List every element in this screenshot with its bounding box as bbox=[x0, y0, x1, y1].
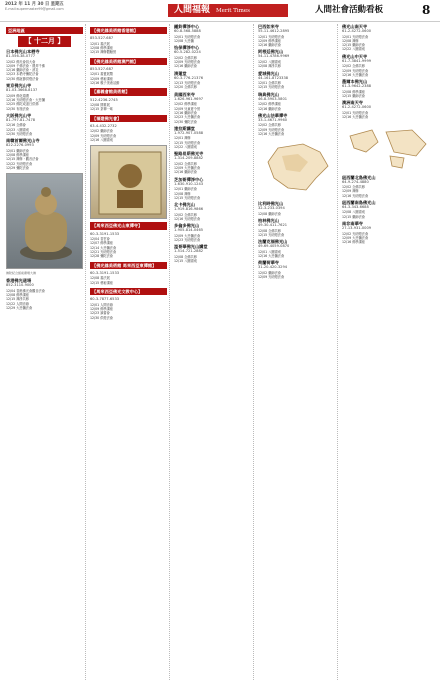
schedule-line: 12/30 布施法會 bbox=[6, 106, 29, 111]
schedule-line: 12/23 本栖寺彌陀法會 bbox=[6, 72, 39, 77]
list-item bbox=[174, 71, 251, 90]
phone-number: 64-9-274-4880 bbox=[342, 179, 369, 184]
schedule-line: 12/22 八關齋戒 bbox=[342, 47, 365, 52]
schedule-line: 12/14 大悲懺法會 bbox=[90, 245, 117, 250]
section-title: 人間社會活動看板 bbox=[315, 5, 384, 15]
phone-number: 44-161-8723338 bbox=[258, 75, 289, 80]
temple-name: 東京佛光山寺 bbox=[6, 83, 32, 89]
europe-map-icon bbox=[258, 138, 336, 198]
schedule-line: 12/16 佛學講座 bbox=[342, 240, 365, 245]
phone-number: 31-20-420-3294 bbox=[258, 265, 288, 270]
list-item bbox=[174, 177, 251, 200]
entries-list bbox=[6, 49, 83, 170]
temple-name: 聖路易斯佛光寺 bbox=[174, 151, 204, 157]
schedule-line: 12/08 禪修 bbox=[174, 191, 191, 196]
schedule-line: 12/09 光明燈法會 bbox=[258, 127, 285, 132]
temple-name: 佛光山南天寺 bbox=[342, 24, 368, 29]
phone-number: 853-527-687 bbox=[90, 36, 114, 41]
world-map-icon bbox=[342, 122, 434, 172]
phone-number: 1-314-209-8882 bbox=[174, 156, 204, 161]
schedule-line: 12/15 光明燈法會 bbox=[174, 140, 201, 145]
list-item bbox=[90, 288, 167, 320]
schedule-line: 12/16 大悲懺法會 bbox=[342, 115, 369, 120]
schedule-line: 12/22 八關齋戒 bbox=[174, 144, 197, 149]
schedule-line: 12/28 彌陀法會 bbox=[90, 254, 113, 259]
schedule-line: 12/02 念佛共修 bbox=[174, 212, 197, 217]
schedule-line: 12/02 藥師法會 bbox=[90, 129, 113, 134]
temple-name: 紐西蘭北島佛光山 bbox=[342, 174, 376, 180]
schedule-line: 12/15 光明燈法會 bbox=[258, 85, 285, 90]
schedule-line: 12/29 彌陀法會 bbox=[6, 166, 29, 171]
list-item bbox=[90, 222, 167, 258]
page-number: 8 bbox=[422, 3, 431, 17]
masthead-logo bbox=[168, 4, 288, 17]
temple-name: 大阪佛光山寺 bbox=[6, 112, 32, 118]
phone-number: 55-11-4612-2895 bbox=[258, 29, 290, 34]
block-label: 【佛光緣美術館澳門館】 bbox=[90, 58, 167, 65]
list-item bbox=[90, 88, 167, 111]
phone-number: 81-797-81-7478 bbox=[6, 117, 36, 122]
temple-name: 芝加哥禪淨中心 bbox=[174, 176, 204, 182]
column-4 bbox=[256, 24, 338, 680]
list-item bbox=[258, 201, 335, 216]
phone-number: 61-2-4272-0600 bbox=[342, 105, 372, 110]
temple-name: 多倫多佛光山 bbox=[174, 223, 200, 229]
phone-number: 60-3-776-21376 bbox=[174, 75, 204, 80]
schedule-line: 12/23 大悲懺法會 bbox=[174, 115, 201, 120]
schedule-line: 12/08 書法展 bbox=[90, 276, 110, 281]
schedule-line: 12/08 禪淨共修 bbox=[258, 64, 281, 69]
schedule-line: 12/09 大悲懺法會 bbox=[342, 235, 369, 240]
phone-number: 1-905-814-0465 bbox=[174, 228, 204, 233]
schedule-line: 12/16 八關齋戒 bbox=[90, 138, 113, 143]
temple-name: 紐西蘭南島佛光山 bbox=[342, 199, 376, 205]
schedule-line: 12/16 大悲懺法會 bbox=[258, 132, 285, 137]
entries-top bbox=[258, 24, 335, 136]
schedule-line: 12/15 藥師法會 bbox=[342, 214, 365, 219]
page-header bbox=[0, 0, 440, 22]
phone-number: 1-919-816-9866 bbox=[174, 207, 204, 212]
art-photo bbox=[90, 145, 167, 219]
schedule-line: 12/07 佛學講座 bbox=[90, 241, 113, 246]
schedule-line: 12/16 光明燈法會・大悲懺 bbox=[6, 97, 45, 102]
block-label: 【福建佛光會】 bbox=[90, 115, 167, 122]
entries-list-2 bbox=[6, 278, 83, 310]
schedule-line: 12/09 佛學講座 bbox=[258, 38, 281, 43]
schedule-line: 12/02 八關齋戒 bbox=[258, 59, 281, 64]
list-item bbox=[342, 200, 435, 219]
schedule-line: 12/04 香港佛光會觀音法會 bbox=[6, 288, 45, 293]
phone-number: 60-3-3191-1533 bbox=[90, 270, 120, 275]
temple-name: 荷蘭荷華寺 bbox=[258, 260, 279, 266]
schedule-line: 12/16 藥師法會 bbox=[174, 170, 197, 175]
month-banner: 【 十二月 】 bbox=[18, 36, 71, 47]
schedule-line: 12/01 禪修 bbox=[174, 136, 191, 141]
list-item bbox=[342, 175, 435, 198]
schedule-line: 12/16 光明燈法會 bbox=[342, 193, 369, 198]
temple-name: 日本佛光山本栖寺 bbox=[6, 49, 40, 54]
list-item bbox=[90, 262, 167, 285]
schedule-line: 12/30 光明燈法會 bbox=[6, 131, 33, 136]
phone-number: 33-1-4671-9960 bbox=[258, 117, 288, 122]
schedule-line: 12/16 念佛會 bbox=[6, 123, 26, 128]
temple-name: 佛光山中天寺 bbox=[342, 53, 368, 59]
block-label: 【馬來西亞佛光山東禪寺】 bbox=[90, 222, 167, 229]
schedule-line: 12/01 念佛共修 bbox=[258, 81, 281, 86]
block-label: 【佛光緣美術館香港館】 bbox=[90, 27, 167, 34]
temple-name: 澳洲南天寺 bbox=[342, 100, 363, 106]
schedule-line: 12/02 念佛共修 bbox=[342, 64, 365, 69]
schedule-line: 12/09 光明燈法會 bbox=[342, 68, 369, 73]
schedule-line: 12/15 禪修・觀音法會 bbox=[6, 157, 39, 162]
list-item bbox=[342, 100, 435, 119]
schedule-line: 12/16 大悲懺法會 bbox=[258, 254, 285, 259]
schedule-line: 12/02 念佛共修 bbox=[174, 55, 197, 60]
list-item bbox=[90, 115, 167, 143]
phone-number: 853-527-687 bbox=[90, 66, 114, 71]
schedule-line: 12/01 八關齋戒 bbox=[258, 249, 281, 254]
entries-bottom bbox=[342, 175, 435, 245]
block-label: 【佛光緣美術館 馬來西亞東禪館】 bbox=[90, 262, 167, 269]
column-3 bbox=[172, 24, 254, 680]
schedule-line: 12/16 藥師法會・消災 bbox=[6, 68, 39, 73]
list-item bbox=[6, 138, 83, 170]
logo-text: 人間福報 bbox=[174, 5, 211, 15]
temple-name: 墨爾本佛光山 bbox=[342, 79, 368, 85]
issue-date: 2012 年 11 月 30 日 星期五 bbox=[5, 2, 64, 7]
schedule-line: 12/01 光明燈法會 bbox=[342, 110, 369, 115]
schedule-line: 12/08 念佛共修 bbox=[174, 254, 197, 259]
schedule-line: 12/08 念佛共修 bbox=[258, 228, 281, 233]
phone-number: 60-5-282-0224 bbox=[174, 50, 201, 55]
temple-name: 鍾鈴禪淨中心 bbox=[174, 24, 200, 29]
schedule-line: 12/02 藥師法會 bbox=[258, 270, 281, 275]
list-item bbox=[174, 244, 251, 263]
schedule-line: 12/16 親子美術活動 bbox=[90, 81, 120, 86]
temple-name: 南非南華寺 bbox=[342, 221, 363, 227]
list-item bbox=[174, 92, 251, 124]
buddha-statue-icon bbox=[7, 174, 83, 269]
temple-name: 比利時佛光山 bbox=[258, 201, 284, 207]
entries-top bbox=[342, 24, 435, 120]
list-item bbox=[90, 58, 167, 86]
phone-number: 61-7-3841-9999 bbox=[342, 58, 372, 63]
phone-number: 49-30-411-7621 bbox=[258, 223, 288, 228]
blocks-top bbox=[90, 27, 167, 142]
schedule-line: 12/04 香雲會 bbox=[90, 237, 110, 242]
column-5 bbox=[340, 24, 437, 680]
schedule-line: 12/09 藝術講座 bbox=[90, 76, 113, 81]
schedule-line: 12/09 佛學講座 bbox=[90, 307, 113, 312]
schedule-line: 12/23 讀書會 bbox=[90, 311, 110, 316]
phone-number: 512-4236-2745 bbox=[90, 97, 118, 102]
temple-name: 南韓首爾佛光山寺 bbox=[6, 138, 40, 144]
schedule-line: 12/09 大悲懺法會 bbox=[174, 233, 201, 238]
list-item bbox=[342, 24, 435, 52]
phone-number: 60-3-7877-6533 bbox=[90, 297, 120, 302]
temple-name: 美國西來寺 bbox=[174, 91, 195, 97]
logo-english: Merit Times bbox=[216, 8, 250, 14]
temple-name: 法蘭克福佛光山 bbox=[258, 239, 288, 245]
schedule-line: 12/15 禪修體驗營 bbox=[90, 50, 117, 55]
phone-number: 60-8-568-5888 bbox=[174, 29, 201, 34]
block-label: 【嘉義會館美術館】 bbox=[90, 88, 167, 95]
schedule-line: 12/02 佛學講座 bbox=[174, 102, 197, 107]
schedule-line: 12/01 光明燈法會 bbox=[342, 34, 369, 39]
schedule-line: 12/13 光明燈法會 bbox=[174, 81, 201, 86]
phone-number: 54-11-4786-9969 bbox=[258, 54, 290, 59]
artwork-icon bbox=[91, 146, 167, 219]
temple-name: 巴西如來寺 bbox=[258, 24, 279, 29]
temple-name: 怡保禪淨中心 bbox=[174, 45, 200, 51]
schedule-line: 12/30 佛誕節供燈法會 bbox=[6, 76, 39, 81]
schedule-line: 12/01 藥師法會 bbox=[6, 148, 29, 153]
phone-number: 61-2-4272-0600 bbox=[342, 29, 372, 34]
schedule-line: 12/08 藥師法會 bbox=[258, 211, 281, 216]
list-item bbox=[258, 24, 335, 47]
list-item bbox=[174, 223, 251, 242]
schedule-line: 12/08 佛學講座 bbox=[6, 153, 29, 158]
phone-number: 27-13-931-0009 bbox=[342, 226, 372, 231]
temple-name: 清蓮堂 bbox=[174, 70, 187, 76]
column-1 bbox=[4, 24, 86, 680]
list-item bbox=[342, 79, 435, 98]
phone-number: 60-3-3191-1533 bbox=[90, 231, 120, 236]
phone-number: 852-3110-9000 bbox=[6, 283, 34, 288]
buddha-photo bbox=[6, 173, 83, 269]
photo-caption: 佛陀紀念館前廣場大佛 bbox=[6, 271, 37, 276]
schedule-line: 12/02 光明燈法會 bbox=[342, 231, 369, 236]
phone-number: 61-3-9642-2388 bbox=[342, 84, 372, 89]
schedule-line: 12/08 八關齋戒 bbox=[342, 210, 365, 215]
schedule-line: 12/09 千佛法會・禮拜千佛 bbox=[6, 63, 45, 68]
schedule-line: 12/23 光明燈法會 bbox=[174, 238, 201, 243]
schedule-line: 12/01 書畫展覽 bbox=[90, 72, 113, 77]
schedule-line: 12/15 禪淨共修 bbox=[6, 297, 29, 302]
temple-name: 佛光山法華禪寺 bbox=[258, 112, 288, 118]
temple-name: 瑞典佛光山 bbox=[258, 91, 279, 97]
schedule-line: 12/08 禪修 bbox=[342, 38, 359, 43]
schedule-line: 12/15 光明燈法會 bbox=[258, 232, 285, 237]
schedule-line: 12/15 藥師法會 bbox=[342, 43, 365, 48]
list-item bbox=[6, 49, 83, 81]
list-item bbox=[258, 239, 335, 258]
schedule-line: 12/02 念佛共修 bbox=[174, 161, 197, 166]
phone-number: 81-03-3668-8137 bbox=[6, 88, 38, 93]
schedule-line: 12/22 光明燈法會 bbox=[6, 161, 33, 166]
schedule-line: 12/01 藥師法會 bbox=[174, 187, 197, 192]
list-item bbox=[6, 278, 83, 310]
phone-number: 1-972-907-0588 bbox=[174, 130, 204, 135]
phone-number: 32-3-233-0394 bbox=[258, 206, 285, 211]
schedule-line: 12/30 供燈法會 bbox=[90, 315, 113, 320]
list-item bbox=[258, 71, 335, 90]
schedule-line: 12/09 大悲懺法會 bbox=[174, 166, 201, 171]
europe-map bbox=[258, 138, 335, 199]
list-item bbox=[174, 202, 251, 221]
list-item bbox=[258, 260, 335, 279]
schedule-line: 12/15 茶禪一味 bbox=[90, 107, 113, 112]
phone-number: 49-69-4059-0870 bbox=[258, 244, 290, 249]
list-item bbox=[174, 45, 251, 68]
schedule-line: 12/08 開幕展 bbox=[90, 103, 110, 108]
list-item bbox=[90, 27, 167, 55]
schedule-line: 12/21 光明燈法會 bbox=[90, 250, 117, 255]
schedule-line: 12/22 人間音緣 bbox=[6, 301, 29, 306]
schedule-line: 12/16 藥師法會 bbox=[258, 106, 281, 111]
blocks-bottom bbox=[90, 222, 167, 320]
schedule-line: 12/16 藥師法會 bbox=[174, 110, 197, 115]
continent-label: 亞洲地區 bbox=[6, 27, 83, 34]
schedule-line: 12/25 佛陀成道日供佛 bbox=[6, 102, 39, 107]
schedule-line: 12/15 光明燈法會 bbox=[174, 195, 201, 200]
schedule-line: 12/08 佛學講座 bbox=[342, 89, 365, 94]
schedule-line: 12/01 人間音緣 bbox=[90, 302, 113, 307]
schedule-line: 12/16 藥師法會 bbox=[258, 43, 281, 48]
schedule-line: 12/16 大悲懺法會 bbox=[342, 72, 369, 77]
phone-number: 81-556-38-0777 bbox=[6, 54, 36, 59]
list-item bbox=[342, 54, 435, 77]
block-label: 【馬來西亞佛光文教中心】 bbox=[90, 288, 167, 295]
list-item bbox=[342, 221, 435, 244]
world-map bbox=[342, 122, 435, 173]
column-2 bbox=[88, 24, 170, 680]
schedule-line: 12/02 佛光會員大會 bbox=[6, 59, 36, 64]
schedule-line: 12/09 光明燈法會 bbox=[258, 275, 285, 280]
list-item bbox=[174, 126, 251, 149]
list-item bbox=[258, 218, 335, 237]
schedule-line: 12/09 光明燈法會 bbox=[90, 133, 117, 138]
schedule-line: 12/09 兒童夏令營 bbox=[174, 106, 201, 111]
schedule-line: 12/20 念佛共修 bbox=[174, 85, 197, 90]
phone-number: 1-514-721-2882 bbox=[174, 249, 204, 254]
schedule-line: 12/16 藥師法會 bbox=[174, 64, 197, 69]
list-item bbox=[6, 83, 83, 111]
temple-name: 愛城佛光山 bbox=[258, 70, 279, 76]
schedule-line: 12/30 彌陀法會 bbox=[174, 119, 197, 124]
list-item bbox=[174, 151, 251, 174]
schedule-line: 12/01 光明燈法會 bbox=[258, 34, 285, 39]
list-item bbox=[258, 92, 335, 111]
entries-bottom bbox=[258, 201, 335, 279]
schedule-line: 12/08 佛學講座 bbox=[90, 46, 113, 51]
schedule-line: 12/09 光明燈法會 bbox=[174, 59, 201, 64]
schedule-line: 12/15 藥師法會 bbox=[342, 94, 365, 99]
temple-name: 柏林佛光山 bbox=[258, 218, 279, 224]
phone-number: 64-3-343-6688 bbox=[342, 204, 369, 209]
temple-name: 北卡佛光山 bbox=[174, 202, 195, 208]
schedule-line: 12/15 八關齋戒 bbox=[174, 259, 197, 264]
schedule-line: 12/01 光明燈法會 bbox=[174, 34, 201, 39]
entries-list bbox=[174, 24, 251, 264]
schedule-line: 12/08 大悲懺 bbox=[174, 38, 194, 43]
schedule-line: 12/01 書法展 bbox=[90, 41, 110, 46]
schedule-line: 12/02 念佛共修 bbox=[258, 123, 281, 128]
phone-number: 1-630-910-1243 bbox=[174, 181, 204, 186]
schedule-line: 12/16 光明燈法會 bbox=[174, 217, 201, 221]
schedule-line: 12/23 八關齋戒 bbox=[6, 127, 29, 132]
temple-name: 香港佛光道場 bbox=[6, 278, 32, 284]
temple-name: 阿根廷佛光山 bbox=[258, 49, 284, 55]
phone-number: 63-4-432-2732 bbox=[90, 123, 117, 128]
schedule-line: 12/08 佛學講座 bbox=[6, 293, 29, 298]
schedule-line: 12/09 佛化婚禮 bbox=[6, 93, 29, 98]
temple-name: 達拉斯講堂 bbox=[174, 125, 195, 131]
list-item bbox=[6, 113, 83, 136]
schedule-line: 12/09 禪修 bbox=[342, 189, 359, 194]
temple-name: 溫哥華佛光山講堂 bbox=[174, 244, 208, 250]
contact-email[interactable]: E-mail:supermaster99@gmail.com bbox=[5, 7, 64, 12]
list-item bbox=[174, 24, 251, 43]
schedule-line: 12/29 大悲懺法會 bbox=[6, 306, 33, 311]
phone-number: 822-2276-0993 bbox=[6, 143, 34, 148]
list-item bbox=[258, 49, 335, 68]
schedule-line: 12/15 藝術講座 bbox=[90, 280, 113, 285]
list-item bbox=[258, 113, 335, 136]
schedule-line: 12/02 念佛共修 bbox=[342, 185, 365, 190]
phone-number: 1-626-961-9697 bbox=[174, 96, 204, 101]
phone-number: 46-8-5903-5801 bbox=[258, 96, 288, 101]
schedule-line: 12/02 佛學講座 bbox=[258, 102, 281, 107]
